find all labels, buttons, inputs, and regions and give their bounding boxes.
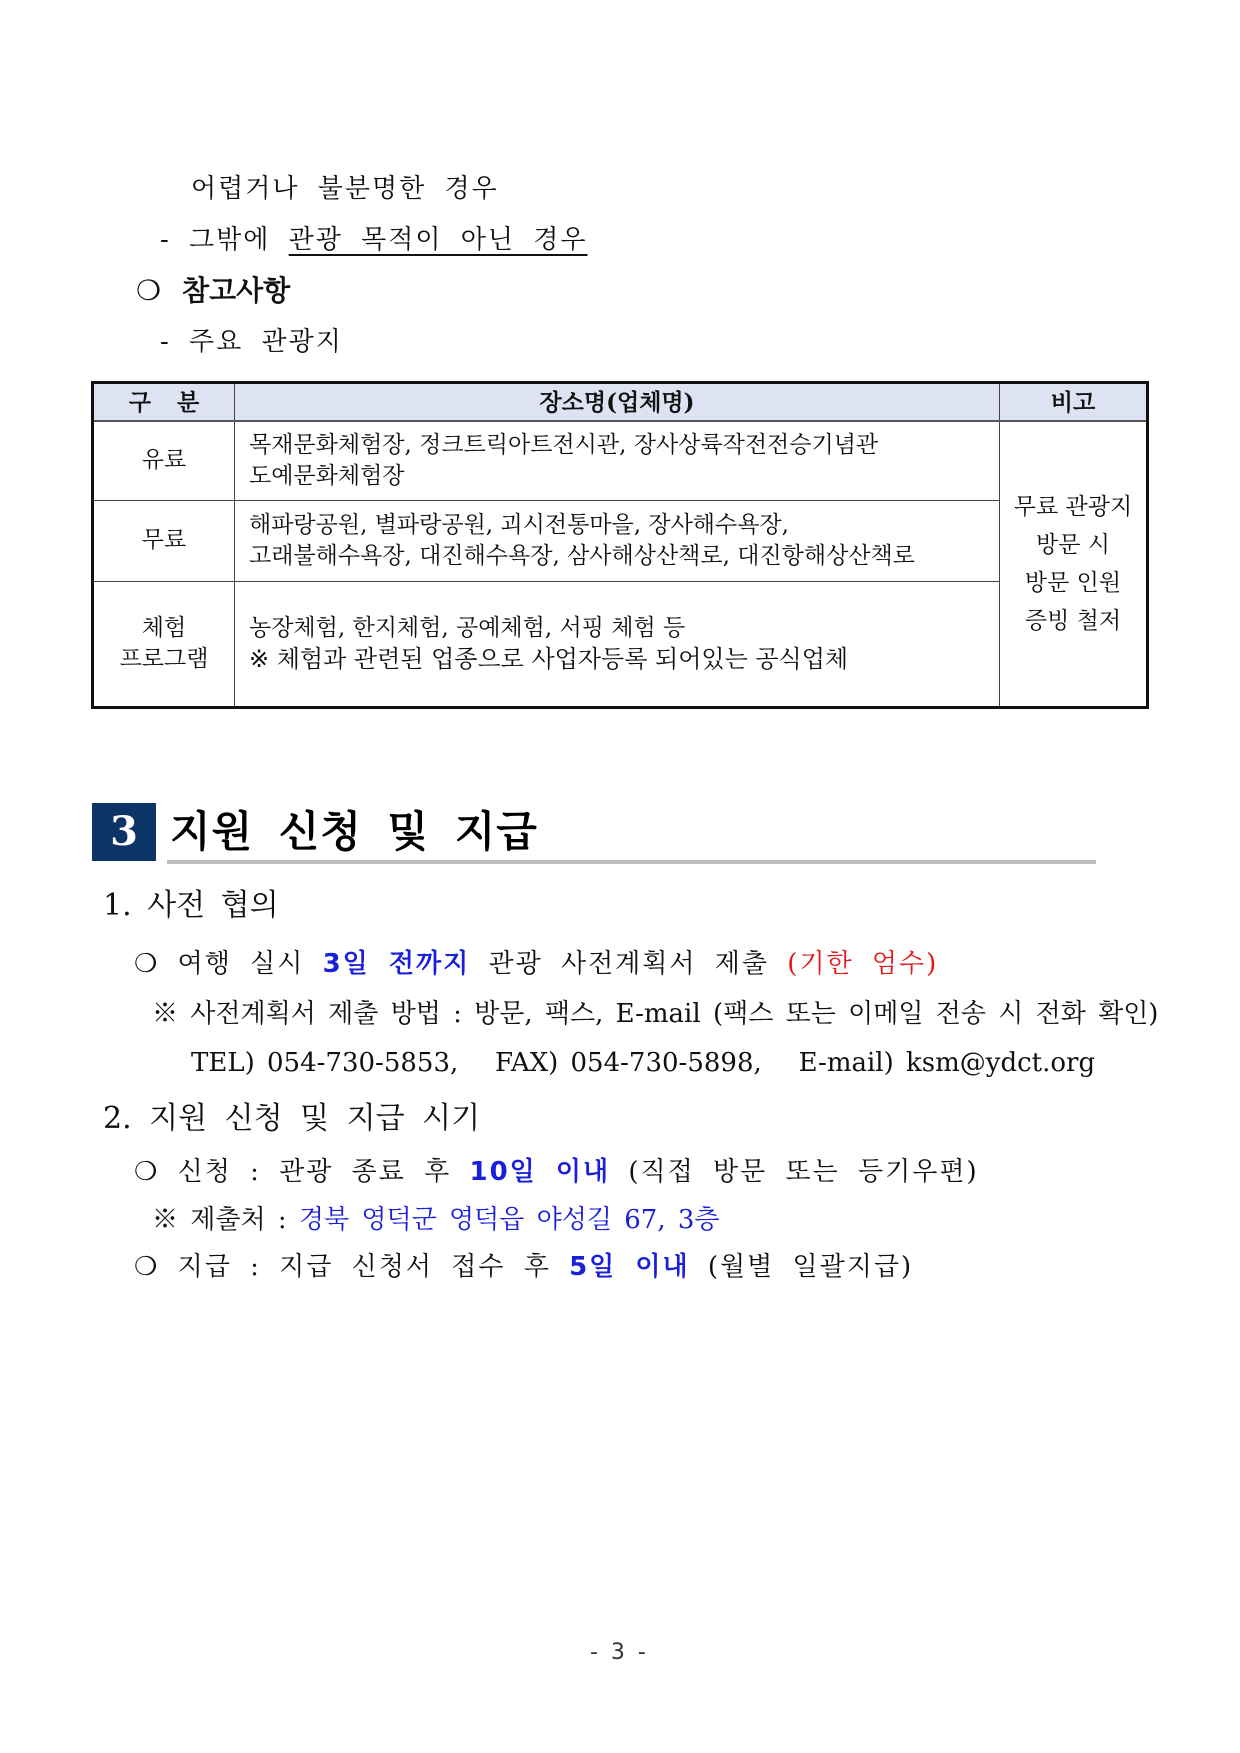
text: 관광 사전계획서 제출 [470,949,788,979]
intro-line-2-underlined: 관광 목적이 아닌 경우 [288,225,588,255]
remark-cell [1000,421,1148,707]
remark-line: 방문 시 [1036,531,1110,558]
place-line: 목재문화체험장, 정크트릭아트전시관, 장사상륙작전전승기념관 [249,431,879,458]
remark-line: 증빙 철저 [1024,607,1122,634]
text: (월별 일괄지급) [689,1252,914,1282]
header-remark: 비고 [1000,383,1148,422]
circle-bullet-icon: ❍ [134,1157,160,1187]
header-category: 구 분 [93,383,235,422]
row-category [93,581,235,707]
row-places [235,421,1000,500]
tourist-sites-table [91,381,1149,709]
page-number: - 3 - [590,1640,646,1665]
text: 여행 실시 [177,949,323,979]
category-line: 프로그램 [119,645,209,672]
row-category: 무료 [93,500,235,581]
section-rule [167,860,1096,864]
apply-deadline-highlight: 10일 이내 [469,1157,611,1187]
payment-deadline-highlight: 5일 이내 [569,1252,690,1282]
remark-line: 무료 관광지 [1013,493,1133,520]
text: 지급 : 지급 신청서 접수 후 [177,1252,570,1282]
deadline-highlight: 3일 전까지 [322,949,471,979]
circle-bullet-icon: ❍ [134,1252,160,1282]
text: 신청 : 관광 종료 후 [177,1157,470,1187]
reference-heading-row [136,273,290,309]
submission-method-note: ※ 사전계획서 제출 방법 : 방문, 팩스, E-mail (팩스 또는 이메일 전송 시 전화 확인) [152,999,1159,1029]
reference-heading: 참고사항 [182,274,291,307]
intro-line-2-prefix: - 그밖에 [160,225,289,255]
intro-line-1: 어렵거나 불분명한 경우 [191,174,499,204]
row-note: ※ 체험과 관련된 업종으로 사업자등록 되어있는 공식업체 [249,644,849,673]
table-header-row [93,383,1148,422]
circle-bullet-icon: ❍ [134,949,160,979]
reference-subitem: - 주요 관광지 [160,327,343,357]
remark-line: 방문 인원 [1024,569,1122,596]
contact-info: TEL) 054-730-5853, FAX) 054-730-5898, E-mail) ksm@ydct.org [191,1048,1096,1078]
table-row [93,500,1148,581]
circle-bullet-icon: ❍ [136,274,162,307]
text: ※ 제출처 : [152,1205,299,1235]
submit-address: 경북 영덕군 영덕읍 야성길 67, 3층 [298,1205,720,1235]
apply-item [134,1155,979,1189]
section-title: 지원 신청 및 지급 [170,807,538,856]
payment-item [134,1250,913,1284]
submit-location-item [152,1203,720,1237]
subsection-1-title: 1. 사전 협의 [103,888,279,923]
intro-line-2 [160,223,588,257]
strict-deadline-note: (기한 엄수) [787,949,939,979]
row-places [235,581,1000,707]
place-line: 해파랑공원, 별파랑공원, 괴시전통마을, 장사해수욕장, [249,511,789,538]
table-row [93,421,1148,500]
section-number-badge: 3 [92,803,156,861]
place-line: 농장체험, 한지체험, 공예체험, 서핑 체험 등 [249,614,686,641]
header-place-name: 장소명(업체명) [235,383,1000,422]
text: (직접 방문 또는 등기우편) [610,1157,979,1187]
subsection-2-title: 2. 지원 신청 및 지급 시기 [103,1101,481,1136]
row-places [235,500,1000,581]
place-line: 도예문화체험장 [249,462,405,489]
row-category: 유료 [93,421,235,500]
place-line: 고래불해수욕장, 대진해수욕장, 삼사해상산책로, 대진항해상산책로 [249,542,915,569]
category-line: 체험 [141,614,187,641]
pre-consult-item [134,947,938,981]
table-row [93,581,1148,707]
